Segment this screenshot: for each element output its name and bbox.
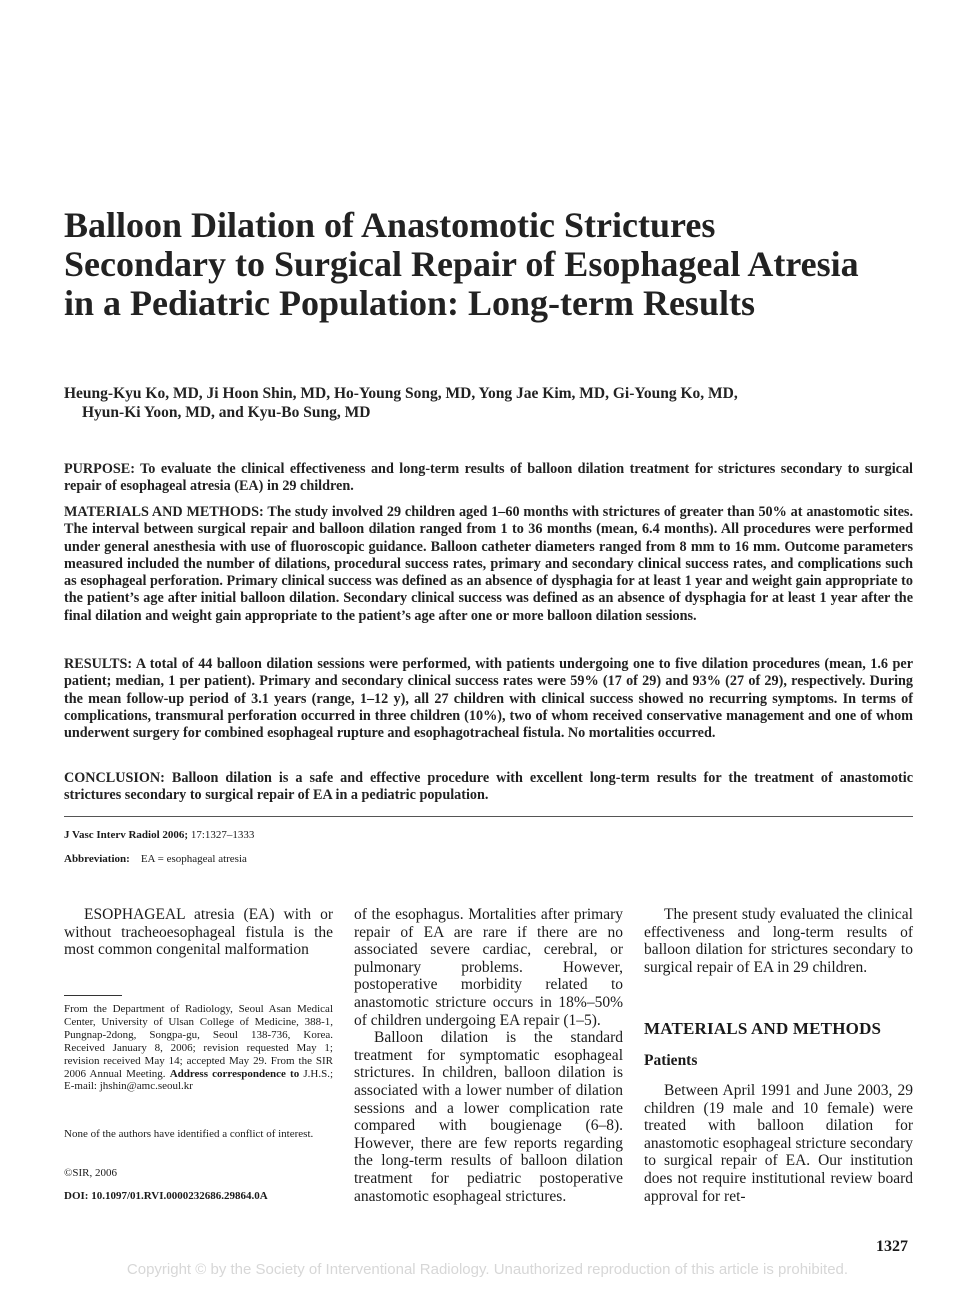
body-column-2 — [354, 906, 623, 1205]
body-column-1 — [64, 906, 333, 959]
affiliation-footnote — [64, 1003, 333, 1093]
purpose-label: PURPOSE: — [64, 461, 135, 477]
body-column-3-continued — [644, 1082, 913, 1205]
abstract-methods — [64, 504, 913, 625]
subsection-heading: Patients — [644, 1052, 698, 1069]
results-label: RESULTS: — [64, 656, 133, 672]
methods-label: MATERIALS AND METHODS: — [64, 504, 264, 520]
article-title: Balloon Dilation of Anastomotic Strictures Secondary to Surgical Repair of Esophageal Atresia in a Pediatric Population: Long-term Results — [64, 205, 859, 323]
sir-copyright: ©SIR, 2006 — [64, 1167, 117, 1179]
conclusion-text: Balloon dilation is a safe and effective procedure with excellent long-term results for the treatment of anastomotic strictures secondary to surgical repair of EA in a pediatric population. — [64, 770, 913, 804]
conclusion-label: CONCLUSION: — [64, 770, 165, 786]
author-list — [64, 384, 854, 422]
section-heading: MATERIALS AND METHODS — [644, 1019, 882, 1038]
col2-paragraph-1: of the esophagus. Mortalities after primary repair of EA are rare if there are no associated severe cardiac, cerebral, or pulmonary problems. However, postoperative morbidity related to anastomotic stricture occurs in 18%–50% of children undergoing EA repair (1–5). — [354, 906, 623, 1029]
methods-text: The study involved 29 children aged 1–60 months with strictures of greater than 50% at anastomotic sites. The interval between surgical repair and balloon dilation ranged from 1 to 36 months (mean, 6.4 months). All procedures were performed under general anesthesia with use of fluoroscopic guidance. Balloon catheter diameters ranged from 8 mm to 16 mm. Outcome parameters measured included the number of dilations, procedural success rates, primary and secondary clinical success rates, and complications such as esophageal perforation. Primary clinical success was defined as an absence of dysphagia for at least 1 year and weight gain appropriate to the patient’s age after initial balloon dilation. Secondary clinical success was defined as an absence of dysphagia for at least 1 year after the final dilation and weight gain appropriate to the patient’s age after one or more balloon dilation sessions. — [64, 504, 914, 624]
col3-paragraph-2: Between April 1991 and June 2003, 29 children (19 male and 10 female) were treated with balloon dilation for anastomotic esophageal stricture secondary to surgical repair of EA. Our institution does not require institutional review board approval for ret- — [644, 1082, 913, 1205]
intro-paragraph: ESOPHAGEAL atresia (EA) with or without tracheoesophageal fistula is the most common congenital malformation — [64, 906, 333, 959]
abstract-divider — [64, 816, 913, 817]
col3-paragraph-1: The present study evaluated the clinical effectiveness and long-term results of balloon dilation for strictures secondary to surgical repair of EA in 29 children. — [644, 906, 913, 976]
abstract-purpose — [64, 461, 913, 496]
abstract-conclusion — [64, 770, 913, 805]
abbreviation-text: EA = esophageal atresia — [140, 853, 247, 865]
correspondence-text: J.H.S.; E-mail: jhshin@amc.seoul.kr — [64, 1067, 334, 1093]
purpose-text: To evaluate the clinical effectiveness and long-term results of balloon dilation treatment for strictures secondary to surgical repair of esophageal atresia (EA) in 29 children. — [64, 461, 914, 495]
journal-citation — [64, 829, 254, 842]
footnote-rule — [64, 995, 122, 996]
journal-volume: 17:1327–1333 — [190, 829, 255, 841]
affiliation-text: From the Department of Radiology, Seoul Asan Medical Center, University of Ulsan College of Medicine, 388-1, Pungnap-2dong, Songpa-gu, Seoul 138-736, Korea. Received January 8, 2006; revision requested May 1; revision received May 14; accepted May 29. From the SIR 2006 Annual Meeting. — [64, 1003, 333, 1080]
results-text: A total of 44 balloon dilation sessions were performed, with patients undergoing one to five dilation procedures (mean, 1.6 per patient; median, 1 per patient). Primary and secondary clinical success rates were 59% (17 of 29) and 93% (27 of 29), respectively. During the mean follow-up period of 3.1 years (range, 1–12 y), all 27 children with clinical success showed no recurring symptoms. In terms of complications, transmural perforation occurred in three children (10%), two of whom received conservative management and one of whom underwent surgery for combined esophageal rupture and esophagotracheal fistula. No mortalities occurred. — [64, 656, 914, 742]
page-number: 1327 — [876, 1238, 908, 1255]
col2-paragraph-2: Balloon dilation is the standard treatment for symptomatic esophageal strictures. In children, balloon dilation is associated with a lower number of dilation sessions and a lower complication rate compared with bougienage (6–8). However, there are few reports regarding the long-term results of balloon dilation treatment for pediatric postoperative anastomotic esophageal strictures. — [354, 1029, 623, 1205]
doi: DOI: 10.1097/01.RVI.0000232686.29864.0A — [64, 1190, 268, 1202]
abstract-results — [64, 656, 913, 742]
copyright-watermark: Copyright © by the Society of Interventional Radiology. Unauthorized reproduction of this article is prohibited. — [126, 1261, 849, 1278]
abbreviation-label: Abbreviation: — [64, 853, 130, 865]
correspondence-label: Address correspondence to — [169, 1067, 300, 1080]
body-column-3 — [644, 906, 913, 976]
authors-line-1: Heung-Kyu Ko, MD, Ji Hoon Shin, MD, Ho-Young Song, MD, Yong Jae Kim, MD, Gi-Young Ko, MD, — [64, 385, 738, 402]
abbreviation-line — [64, 853, 247, 866]
journal-name: J Vasc Interv Radiol 2006; — [64, 829, 189, 841]
authors-line-2: Hyun-Ki Yoon, MD, and Kyu-Bo Sung, MD — [82, 404, 371, 421]
conflict-footnote: None of the authors have identified a conflict of interest. — [64, 1128, 314, 1140]
